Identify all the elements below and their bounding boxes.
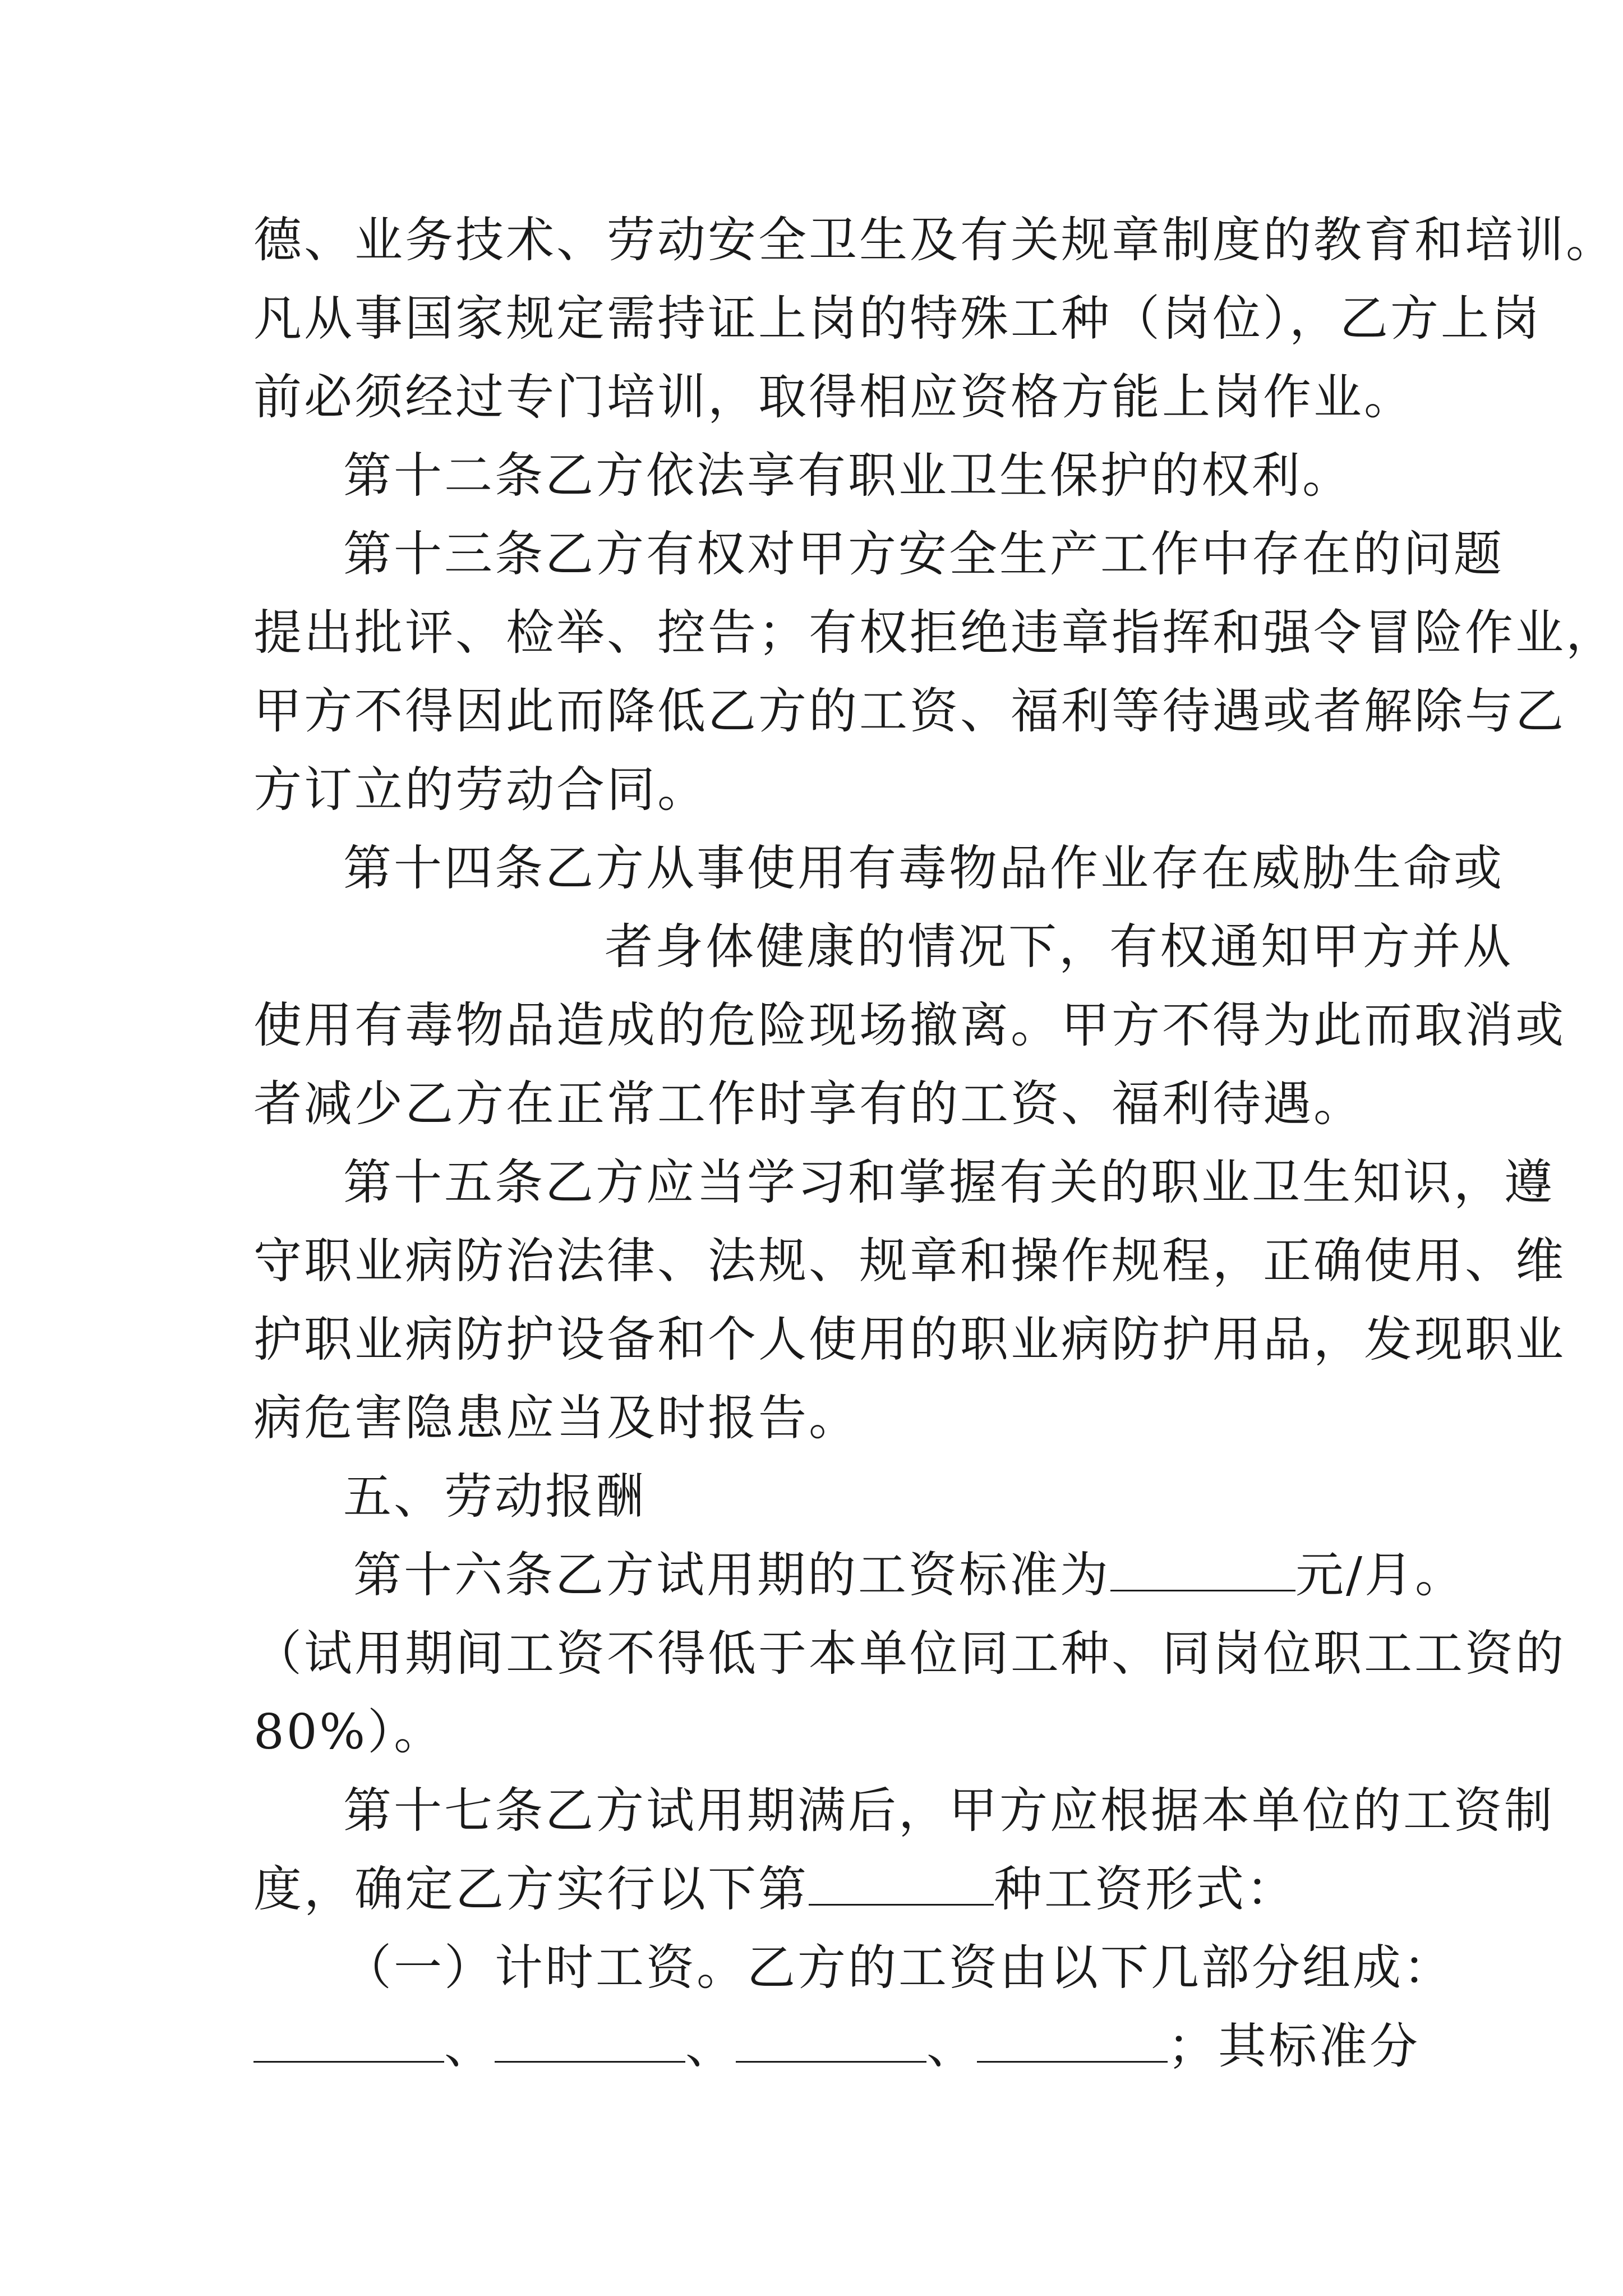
article-17-text: 度，确定乙方实行以下第 xyxy=(253,1861,809,1917)
tail-text: 其标准分 xyxy=(1218,2018,1420,2074)
paragraph-line: 甲方不得因此而降低乙方的工资、福利等待遇或者解除与乙 xyxy=(253,683,1566,739)
article-16-unit: 元/月。 xyxy=(1295,1547,1465,1603)
article-15: 第十五条乙方应当学习和掌握有关的职业卫生知识，遵 xyxy=(343,1154,1555,1211)
paragraph-line: 德、业务技术、劳动安全卫生及有关规章制度的教育和培训。 xyxy=(253,212,1616,268)
separator: 、 xyxy=(926,2018,977,2074)
article-17: 第十七条乙方试用期满后，甲方应根据本单位的工资制 xyxy=(343,1783,1555,1839)
paragraph-line: 凡从事国家规定需持证上岗的特殊工种（岗位），乙方上岗 xyxy=(253,291,1542,347)
paragraph-line: 者减少乙方在正常工作时享有的工资、福利待遇。 xyxy=(253,1076,1364,1132)
trial-wage-blank[interactable] xyxy=(1110,1545,1295,1591)
paragraph-line: 病危害隐患应当及时报告。 xyxy=(253,1390,859,1446)
separator: ； xyxy=(1168,2018,1218,2074)
wage-component-blank[interactable] xyxy=(736,2016,926,2063)
paragraph-line: 方订立的劳动合同。 xyxy=(253,762,708,818)
item-1: （一）计时工资。乙方的工资由以下几部分组成： xyxy=(343,1940,1454,1996)
article-16 xyxy=(353,1542,1465,1609)
paragraph-line: 前必须经过专门培训，取得相应资格方能上岗作业。 xyxy=(253,369,1414,425)
paragraph-line: 护职业病防护设备和个人使用的职业病防护用品，发现职业 xyxy=(253,1312,1566,1368)
paragraph-line: （试用期间工资不得低于本单位同工种、同岗位职工工资的 xyxy=(253,1626,1566,1682)
article-17-line2 xyxy=(253,1856,1370,1923)
separator: 、 xyxy=(444,2018,495,2074)
paragraph-line: 提出批评、检举、控告；有权拒绝违章指挥和强令冒险作业， xyxy=(253,605,1616,661)
section-heading: 五、劳动报酬 xyxy=(343,1469,646,1525)
wage-form-blank[interactable] xyxy=(809,1859,994,1906)
article-14: 第十四条乙方从事使用有毒物品作业存在威胁生命或 xyxy=(343,840,1504,896)
article-13: 第十三条乙方有权对甲方安全生产工作中存在的问题 xyxy=(343,526,1504,582)
wage-component-blank[interactable] xyxy=(253,2016,444,2063)
paragraph-line: 80%）。 xyxy=(253,1704,445,1760)
wage-components-line xyxy=(253,2013,1420,2080)
paragraph-line: 守职业病防治法律、法规、规章和操作规程，正确使用、维 xyxy=(253,1233,1566,1289)
article-16-text: 第十六条乙方试用期的工资标准为 xyxy=(353,1547,1110,1603)
paragraph-line: 使用有毒物品造成的危险现场撤离。甲方不得为此而取消或 xyxy=(253,997,1566,1053)
article-12: 第十二条乙方依法享有职业卫生保护的权利。 xyxy=(343,448,1353,504)
article-17-text-end: 种工资形式： xyxy=(994,1861,1297,1917)
wage-component-blank[interactable] xyxy=(977,2016,1168,2063)
wage-component-blank[interactable] xyxy=(495,2016,685,2063)
paragraph-line: 者身体健康的情况下，有权通知甲方并从 xyxy=(605,919,1513,975)
separator: 、 xyxy=(685,2018,736,2074)
